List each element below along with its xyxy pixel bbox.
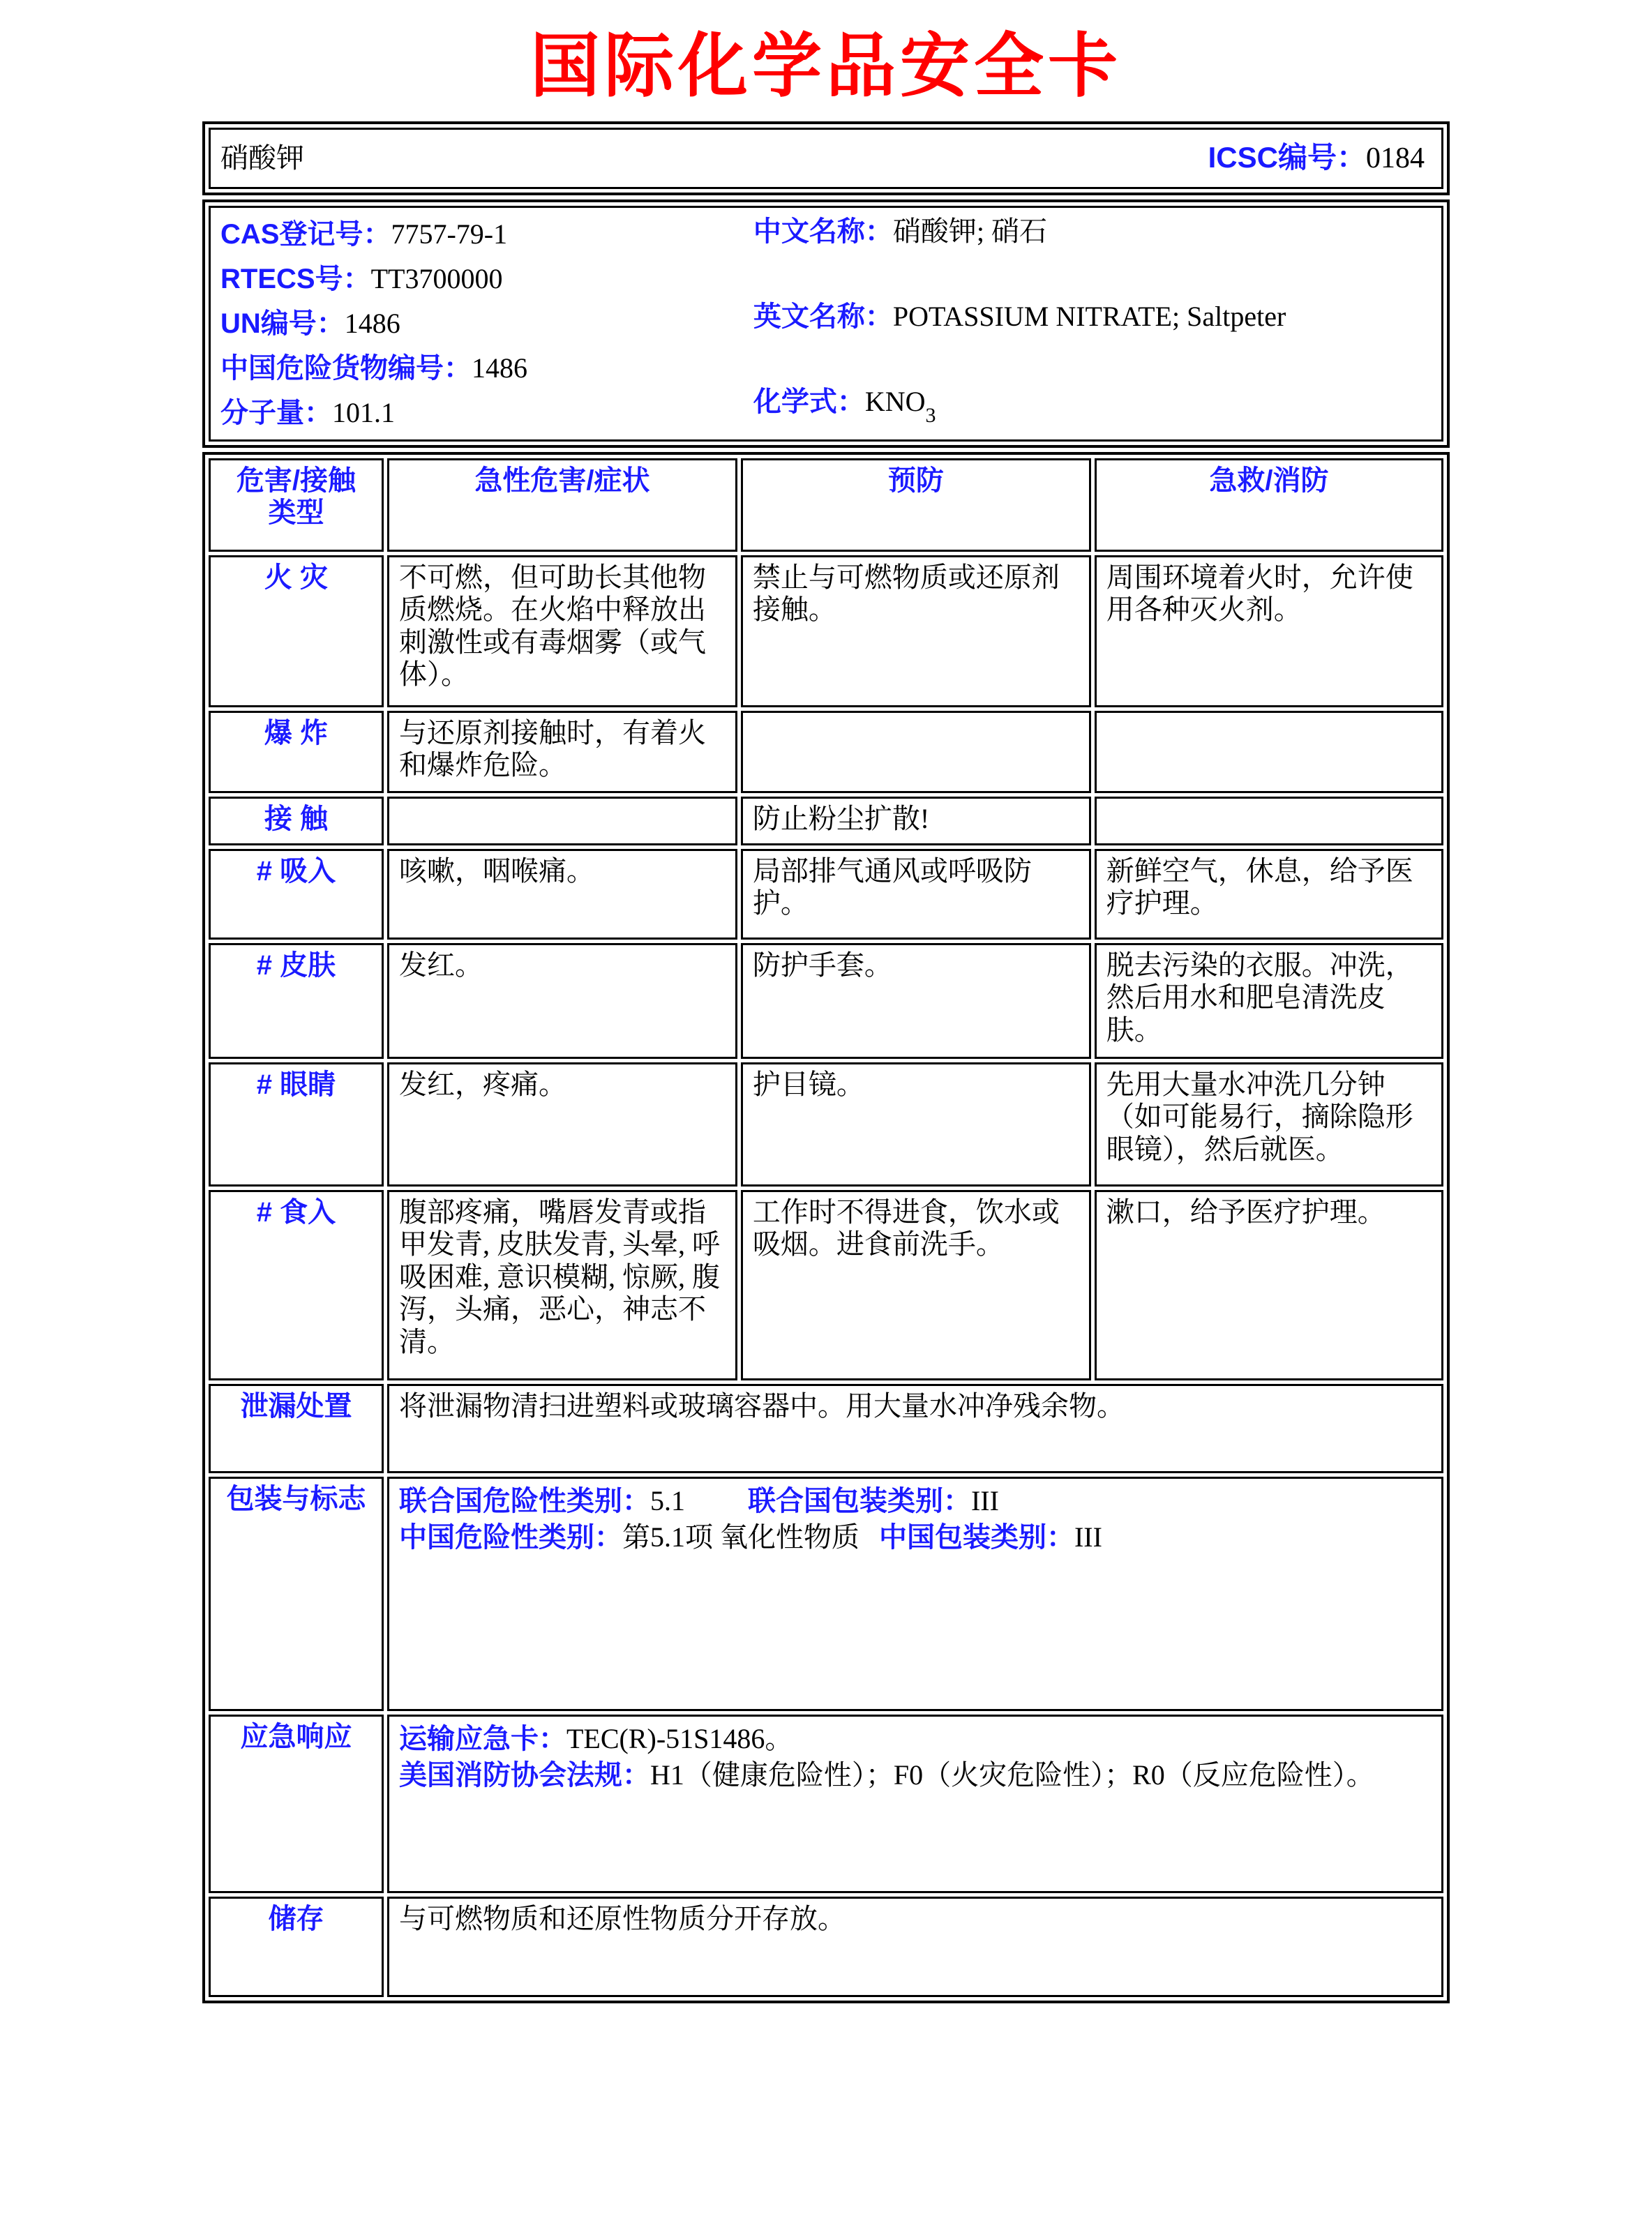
icsc-number [1208,141,1432,176]
un-hazard-class-value: 5.1 [649,1485,685,1516]
exposure-type-label: 接 触 [209,797,384,845]
identifiers-cell [209,206,1443,442]
un-number-label: UN编号： [220,308,345,339]
identifiers-right-column [753,212,1432,435]
icsc-number-value: 0184 [1366,142,1425,175]
table-row-ingestion [209,1190,1443,1380]
english-name-label: 英文名称： [753,301,893,332]
emergency-response-content [387,1715,1443,1893]
packaging-labelling-label: 包装与标志 [209,1477,384,1711]
ingestion-symptom: 腹部疼痛，嘴唇发青或指甲发青, 皮肤发青, 头晕, 呼吸困难, 意识模糊, 惊厥, 腹泻，头痛，恶心，神志不清。 [387,1190,737,1380]
transport-emergency-card-label: 运输应急卡： [398,1724,566,1754]
nfpa-code-line [399,1757,1432,1793]
rtecs-number-label: RTECS号： [220,264,371,294]
nfpa-code-value: H1（健康危险性）；F0（火灾危险性）；R0（反应危险性）。 [649,1759,1374,1791]
english-name-value: POTASSIUM NITRATE; Saltpeter [892,301,1286,332]
un-classification-line [399,1483,1432,1519]
table-row-emergency-response [209,1715,1443,1893]
inhalation-symptom: 咳嗽，咽喉痛。 [387,849,737,940]
cas-number-label: CAS登记号： [220,219,391,250]
table-row-skin [209,943,1443,1059]
skin-type-label: # 皮肤 [209,943,384,1059]
inhalation-type-label: # 吸入 [209,849,384,940]
emergency-response-label: 应急响应 [209,1715,384,1893]
chemical-formula-base: KNO [864,386,926,417]
un-packing-group-value: III [970,1485,999,1516]
explosion-symptom: 与还原剂接触时，有着火和爆炸危险。 [387,711,737,793]
fire-symptom: 不可燃，但可助长其他物质燃烧。在火焰中释放出刺激性或有毒烟雾（或气体）。 [387,555,737,707]
eyes-symptom: 发红，疼痛。 [387,1062,737,1187]
chinese-name-value: 硝酸钾; 硝石 [892,216,1047,247]
header-hazard-type-line1: 危害/接触 [236,465,356,496]
cas-number-line [220,212,753,257]
fire-prevention: 禁止与可燃物质或还原剂接触。 [741,555,1091,707]
chinese-name-label: 中文名称： [753,216,893,247]
header-hazard-type [209,458,384,552]
china-packing-group-label: 中国包装类别： [878,1522,1074,1553]
spill-disposal-text: 将泄漏物清扫进塑料或玻璃容器中。用大量水冲净残余物。 [387,1384,1443,1473]
china-dg-number-value: 1486 [472,352,527,384]
transport-emergency-card-value: TEC(R)-51S1486。 [566,1723,793,1754]
page-title: 国际化学品安全卡 [530,28,1122,105]
ingestion-type-label: # 食入 [209,1190,384,1380]
nfpa-code-label: 美国消防协会法规： [398,1760,650,1791]
skin-prevention: 防护手套。 [741,943,1091,1059]
molecular-weight-label: 分子量： [220,398,332,428]
storage-text: 与可燃物质和还原性物质分开存放。 [387,1897,1443,1997]
eyes-prevention: 护目镜。 [741,1062,1091,1187]
rtecs-number-value: TT3700000 [370,263,503,294]
exposure-symptom [387,797,737,845]
header-hazard-type-line2: 类型 [268,497,324,529]
icsc-number-label: ICSC编号： [1208,141,1366,174]
card-header-cell [209,128,1443,189]
eyes-firstaid: 先用大量水冲洗几分钟（如可能易行，摘除隐形眼镜），然后就医。 [1095,1062,1443,1187]
spill-disposal-label: 泄漏处置 [209,1384,384,1473]
identifiers-left-column [220,212,753,435]
eyes-type-label: # 眼睛 [209,1062,384,1187]
rtecs-number-line [220,257,753,301]
chinese-name-line [753,212,1432,251]
table-row-exposure [209,797,1443,845]
table-row-fire [209,555,1443,707]
table-row-explosion [209,711,1443,793]
identifiers-row [209,206,1443,442]
inhalation-firstaid: 新鲜空气，休息，给予医疗护理。 [1095,849,1443,940]
chemical-formula-line [753,382,1432,435]
china-dg-number-line [220,346,753,391]
molecular-weight-line [220,391,753,435]
table-row-packaging-labelling [209,1477,1443,1711]
chemical-formula-subscript: 3 [925,404,936,427]
china-hazard-class-label: 中国危险性类别： [398,1522,622,1553]
un-number-value: 1486 [344,308,400,339]
card-header-table [202,121,1450,195]
table-row-inhalation [209,849,1443,940]
english-name-line [753,297,1432,336]
skin-firstaid: 脱去污染的衣服。冲洗，然后用水和肥皂清洗皮肤。 [1095,943,1443,1059]
identifiers-table [202,199,1450,448]
exposure-prevention: 防止粉尘扩散! [741,797,1091,845]
transport-emergency-card-line [399,1721,1432,1757]
un-hazard-class-label: 联合国危险性类别： [398,1486,650,1516]
cas-number-value: 7757-79-1 [391,218,508,250]
inhalation-prevention: 局部排气通风或呼吸防护。 [741,849,1091,940]
substance-name: 硝酸钾 [220,142,304,174]
table-row-storage [209,1897,1443,1997]
hazards-header-row [209,458,1443,552]
explosion-firstaid [1095,711,1443,793]
table-row-eyes [209,1062,1443,1187]
fire-type-label: 火 灾 [209,555,384,707]
china-dg-number-label: 中国危险货物编号： [220,353,472,384]
packaging-labelling-content [387,1477,1443,1711]
explosion-prevention [741,711,1091,793]
fire-firstaid: 周围环境着火时，允许使用各种灭火剂。 [1095,555,1443,707]
card-header-row [209,128,1443,189]
un-packing-group-label: 联合国包装类别： [747,1486,971,1516]
header-prevention: 预防 [741,458,1091,552]
table-row-spill-disposal [209,1384,1443,1473]
chemical-formula-label: 化学式： [753,386,865,417]
hazards-table [202,452,1450,2003]
china-packing-group-value: III [1074,1521,1102,1553]
un-number-line [220,301,753,346]
header-firstaid-firefighting: 急救/消防 [1095,458,1443,552]
molecular-weight-value: 101.1 [332,397,395,428]
header-acute-symptoms: 急性危害/症状 [387,458,737,552]
china-hazard-class-value: 第5.1项 氧化性物质 [622,1521,859,1553]
china-classification-line [399,1519,1432,1556]
exposure-firstaid [1095,797,1443,845]
ingestion-firstaid: 漱口，给予医疗护理。 [1095,1190,1443,1380]
skin-symptom: 发红。 [387,943,737,1059]
explosion-type-label: 爆 炸 [209,711,384,793]
storage-label: 储存 [209,1897,384,1997]
ingestion-prevention: 工作时不得进食，饮水或吸烟。进食前洗手。 [741,1190,1091,1380]
